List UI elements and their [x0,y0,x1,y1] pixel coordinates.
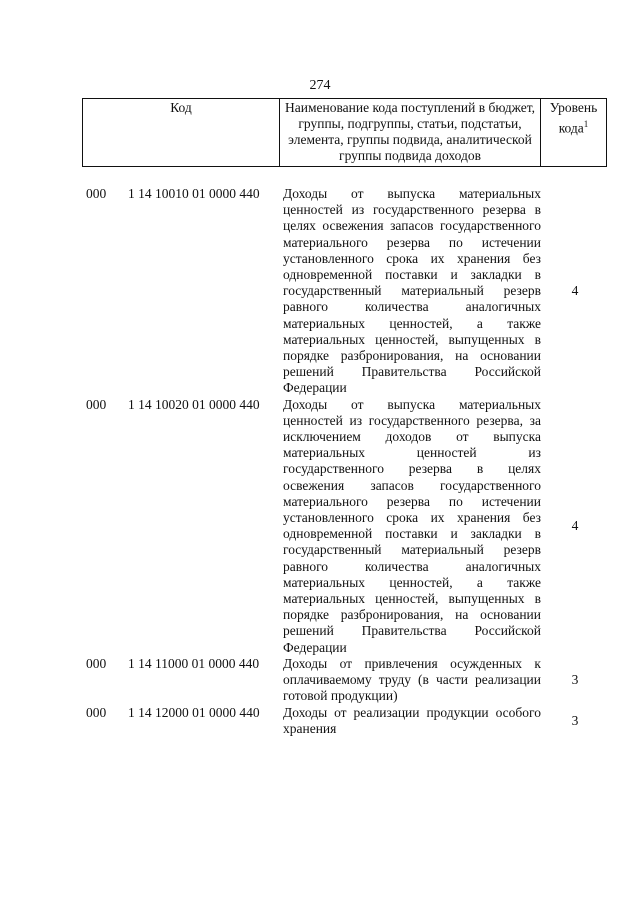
income-name: Доходы от выпуска материальных ценностей из государственного резерва, за исключением доходов от выпуска материальных ценностей из государственного резерва в целях освежения запасов государственного материального резерва по истечении установленного срока их хранения без одновременной поставки и закладки в государственный материальный резерв равного количества аналогичных материальных ценностей, а также материальных ценностей, выпущенных в порядке разбронирования, на основании решений Правительства Российской Федерации [283,396,541,655]
income-code: 1 14 10020 01 0000 440 [128,396,260,412]
code-level: 4 [571,283,579,299]
admin-code: 000 [86,655,107,671]
income-name: Доходы от выпуска материальных ценностей из государственного резерва в целях освежения запасов государственного материального резерва по истечении установленного срока их хранения без одновременной поставки и закладки в государственный материальный резерв равного количества аналогичных материальных ценностей, а также материальных ценностей, выпущенных в порядке разбронирования, на основании решений Правительства Российской Федерации [283,186,541,396]
header-level-label: Уровень кода [549,100,598,136]
page-number: 274 [309,78,331,93]
code-level: 3 [571,712,579,728]
table-row [82,397,607,656]
code-level: 3 [571,672,579,688]
income-code: 1 14 12000 01 0000 440 [128,704,260,720]
header-level [541,99,607,167]
income-code: 1 14 10010 01 0000 440 [128,186,260,201]
header-code: Код [83,99,280,167]
admin-code: 000 [86,704,107,720]
table-row [82,705,607,737]
code-level: 4 [571,518,579,534]
income-codes-table [82,186,607,737]
income-code: 1 14 11000 01 0000 440 [128,655,260,671]
table-header [82,98,607,167]
income-codes-rows [82,186,607,737]
header-name: Наименование кода поступлений в бюджет, группы, подгруппы, статьи, подстатьи, элемента, группы подвида, аналитической группы подвида доходов [280,99,541,167]
admin-code: 000 [86,186,107,201]
income-name: Доходы от привлечения осужденных к оплачиваемому труду (в части реализации готовой продукции) [283,655,541,704]
table-row [82,656,607,705]
income-name: Доходы от реализации продукции особого хранения [283,704,541,736]
admin-code: 000 [86,396,107,412]
table-row [82,186,607,397]
header-level-footnote: 1 [583,119,589,129]
